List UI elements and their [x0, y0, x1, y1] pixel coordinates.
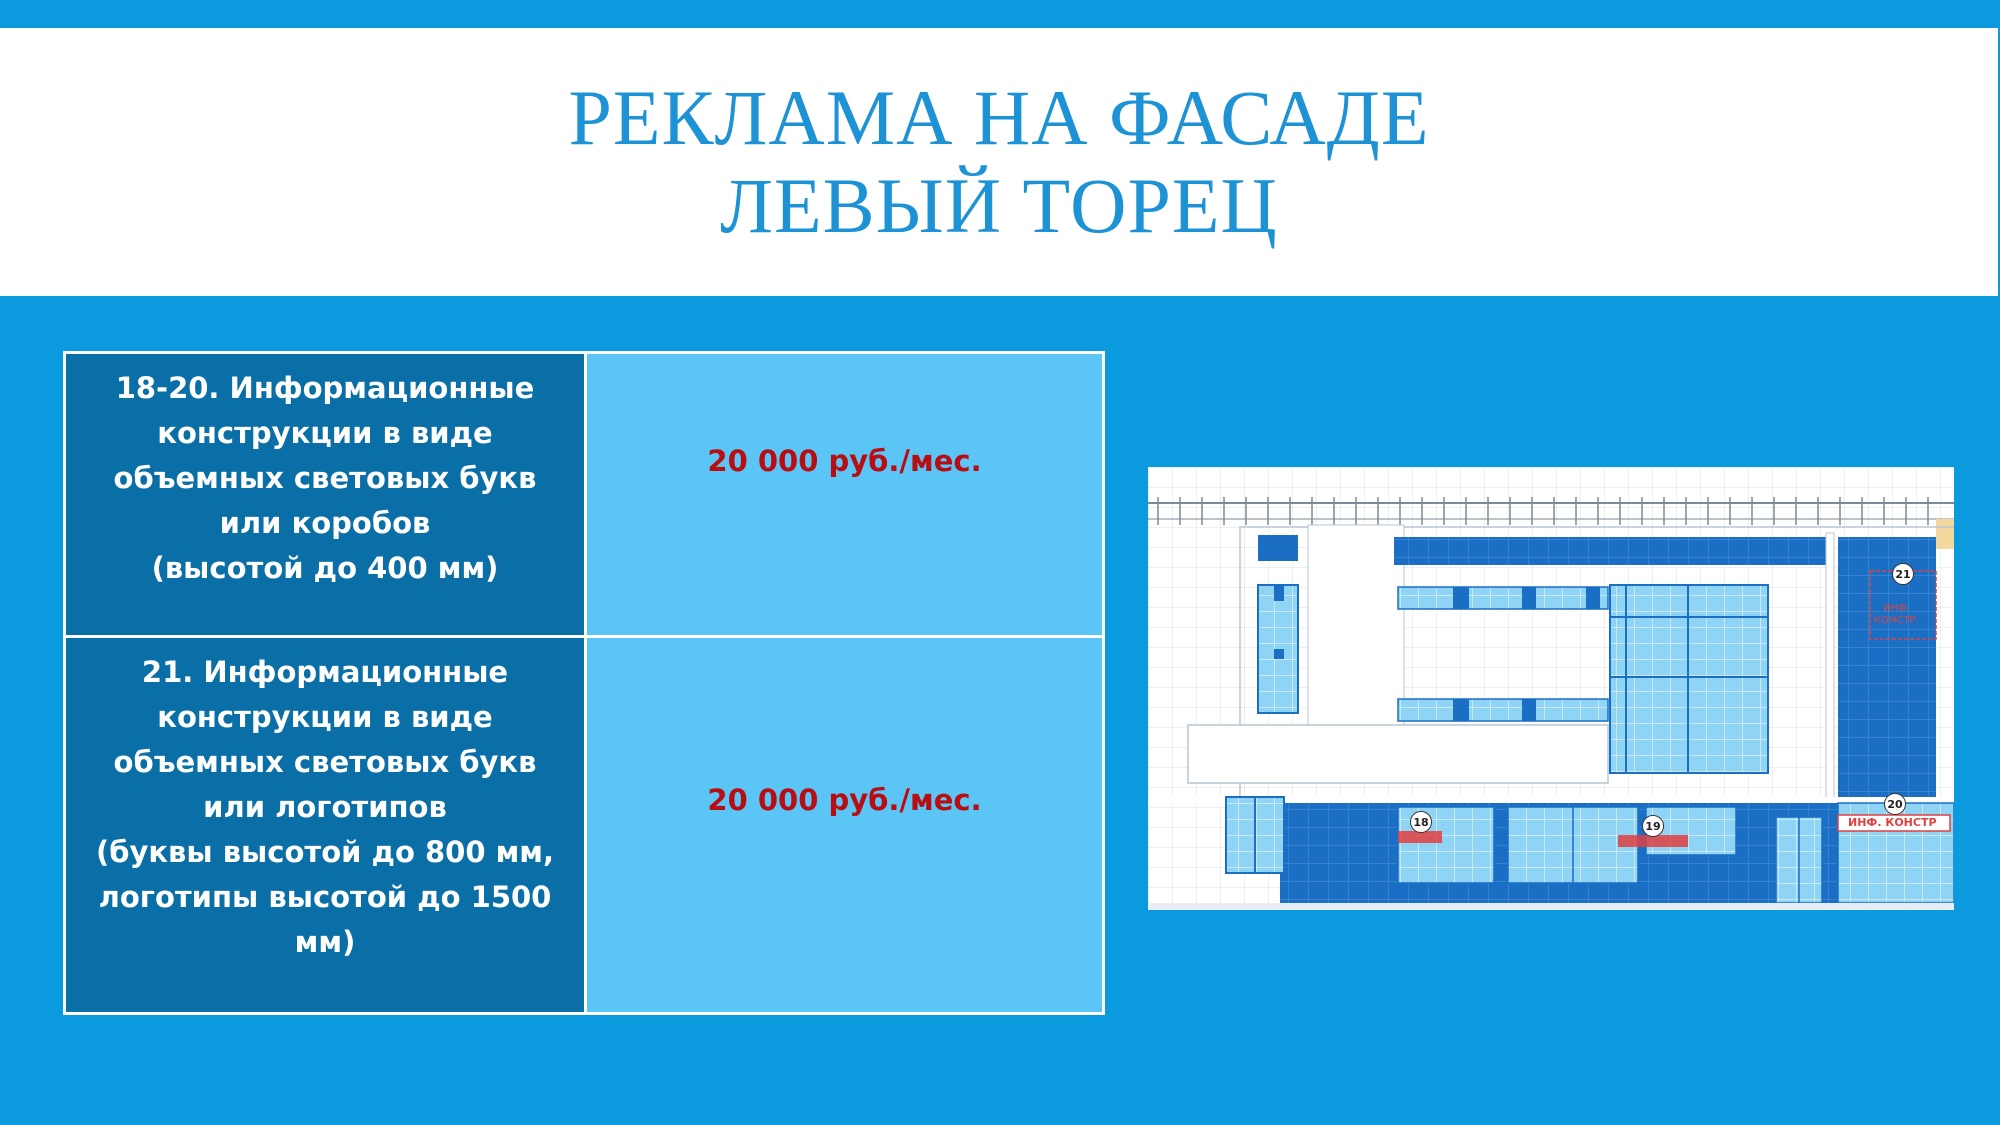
facade-drawing	[1148, 467, 1954, 910]
pricing-table	[63, 351, 1105, 1015]
price-value: 20 000 руб./мес.	[707, 444, 982, 478]
marker-20	[1884, 793, 1906, 815]
sign-label-20: ИНФ. КОНСТР	[1848, 816, 1937, 829]
slide-title-line-1: РЕКЛАМА НА ФАСАДЕ	[568, 74, 1430, 161]
description-line: конструкции в виде	[157, 416, 493, 450]
description-line: объемных световых букв	[113, 745, 537, 780]
marker-21-label: 21	[1895, 567, 1911, 581]
description-line: или логотипов	[203, 790, 447, 825]
description-line: (высотой до 400 мм)	[151, 551, 499, 585]
description-cell	[65, 353, 586, 637]
marker-21	[1892, 563, 1914, 585]
sign-label-21-line1: ИНФ.	[1883, 603, 1910, 614]
description-line: объемных световых букв	[113, 461, 537, 495]
sign-label-21-line2: КОНСТР.	[1874, 615, 1919, 626]
description-cell	[65, 637, 586, 1014]
price-cell	[586, 353, 1104, 637]
description-line: 21. Информационные	[141, 655, 509, 690]
marker-18	[1410, 811, 1432, 833]
marker-18-label: 18	[1413, 815, 1429, 829]
marker-19	[1642, 815, 1664, 837]
facade-elevation-image	[1148, 467, 1954, 910]
description-line: (буквы высотой до 800 мм,	[95, 835, 555, 870]
description-line: 18-20. Информационные	[115, 371, 535, 405]
table-row	[65, 353, 1104, 637]
price-value: 20 000 руб./мес.	[707, 783, 982, 818]
description-line: логотипы высотой до 1500	[98, 880, 552, 915]
table-row	[65, 637, 1104, 1014]
description-line: мм)	[294, 925, 356, 960]
description-line: конструкции в виде	[157, 700, 493, 735]
price-cell	[586, 637, 1104, 1014]
slide-title-line-2: ЛЕВЫЙ ТОРЕЦ	[720, 162, 1278, 249]
description-line: или коробов	[219, 506, 431, 540]
marker-20-label: 20	[1887, 797, 1903, 811]
marker-19-label: 19	[1645, 819, 1661, 833]
title-band	[0, 28, 1998, 296]
